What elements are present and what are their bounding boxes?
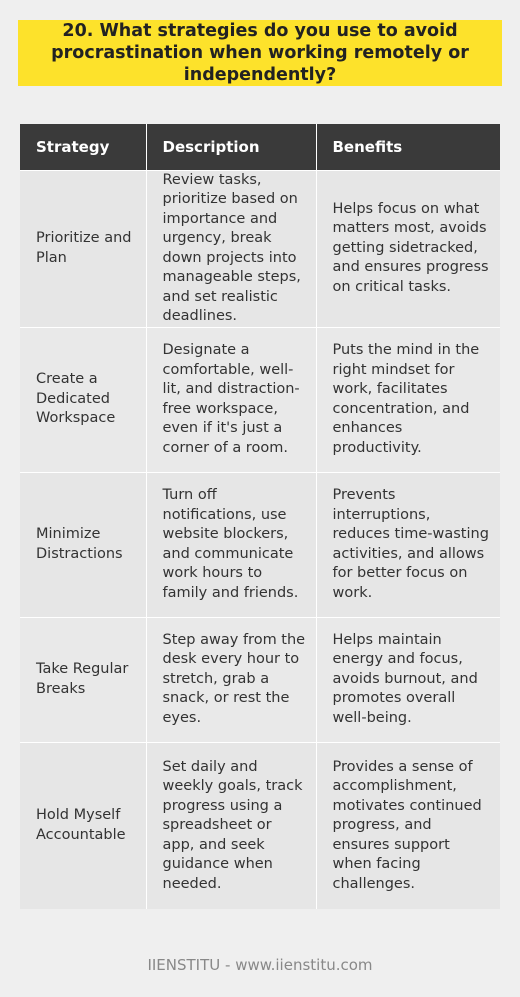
table-row	[20, 742, 500, 909]
table-header-row	[20, 124, 500, 170]
cell-benefits: Provides a sense of accomplishment, motivates continued progress, and ensures support when facing challenges.	[316, 742, 500, 909]
cell-strategy: Prioritize and Plan	[20, 170, 146, 327]
cell-description: Set daily and weekly goals, track progress using a spreadsheet or app, and seek guidance when needed.	[146, 742, 316, 909]
cell-strategy: Minimize Distractions	[20, 472, 146, 617]
table-row	[20, 617, 500, 742]
table-row	[20, 472, 500, 617]
cell-benefits: Helps maintain energy and focus, avoids burnout, and promotes overall well-being.	[316, 617, 500, 742]
cell-benefits: Prevents interruptions, reduces time-wasting activities, and allows for better focus on work.	[316, 472, 500, 617]
header-benefits: Benefits	[316, 124, 500, 170]
page-title: 20. What strategies do you use to avoid procrastination when working remotely or independently?	[51, 21, 469, 85]
title-banner	[18, 20, 502, 86]
cell-strategy: Take Regular Breaks	[20, 617, 146, 742]
table-row	[20, 327, 500, 472]
cell-description: Turn off notifications, use website blockers, and communicate work hours to family and friends.	[146, 472, 316, 617]
cell-description: Step away from the desk every hour to stretch, grab a snack, or rest the eyes.	[146, 617, 316, 742]
cell-strategy: Create a Dedicated Workspace	[20, 327, 146, 472]
header-strategy: Strategy	[20, 124, 146, 170]
cell-benefits: Helps focus on what matters most, avoids getting sidetracked, and ensures progress on critical tasks.	[316, 170, 500, 327]
footer-credit: IIENSTITU - www.iienstitu.com	[147, 956, 373, 974]
table-row	[20, 170, 500, 327]
cell-description: Designate a comfortable, well-lit, and distraction-free workspace, even if it's just a corner of a room.	[146, 327, 316, 472]
cell-strategy: Hold Myself Accountable	[20, 742, 146, 909]
strategy-table	[20, 124, 500, 909]
cell-benefits: Puts the mind in the right mindset for work, facilitates concentration, and enhances productivity.	[316, 327, 500, 472]
header-description: Description	[146, 124, 316, 170]
cell-description: Review tasks, prioritize based on importance and urgency, break down projects into manageable steps, and set realistic deadlines.	[146, 170, 316, 327]
